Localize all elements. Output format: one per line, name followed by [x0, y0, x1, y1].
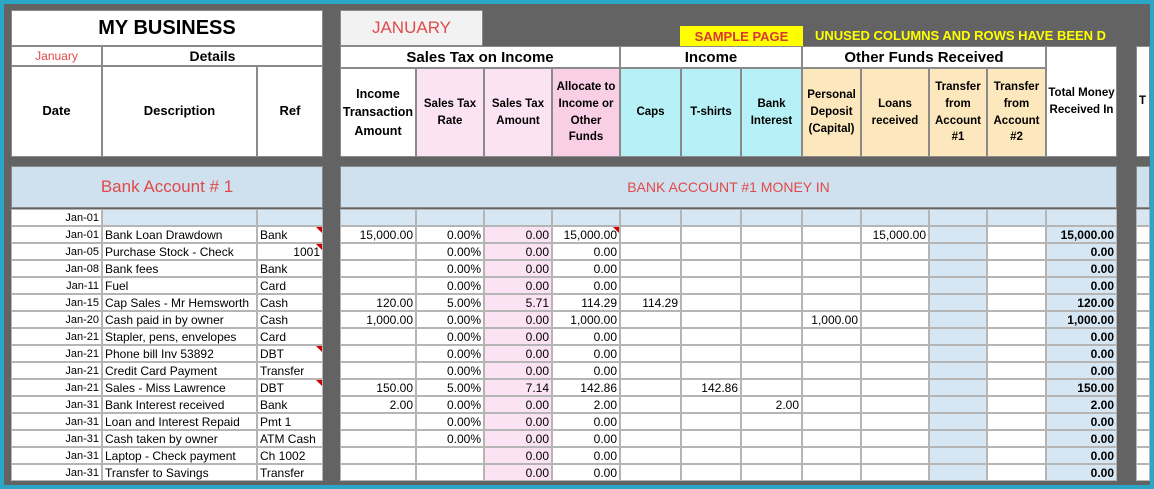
income-amount-cell[interactable] [340, 413, 416, 430]
tshirts-cell[interactable] [681, 362, 741, 379]
personal-deposit-cell[interactable] [802, 209, 861, 226]
transfer-1-cell[interactable] [929, 277, 987, 294]
personal-deposit-cell[interactable] [802, 430, 861, 447]
ref-header: Ref [257, 66, 323, 157]
tax-rate-cell[interactable]: 0.00% [416, 243, 484, 260]
comment-marker[interactable] [316, 227, 322, 233]
transfer-2-cell[interactable] [987, 260, 1046, 277]
caps-cell[interactable] [620, 379, 681, 396]
next-column-cell[interactable] [1136, 243, 1150, 260]
description-cell[interactable]: Laptop - Check payment [102, 447, 257, 464]
caps-cell[interactable] [620, 430, 681, 447]
ref-cell[interactable]: Cash [257, 294, 323, 311]
date-cell[interactable]: Jan-11 [11, 277, 102, 294]
loans-cell[interactable] [861, 413, 929, 430]
date-cell[interactable]: Jan-01 [11, 209, 102, 226]
next-column-cell[interactable] [1136, 430, 1150, 447]
tshirts-cell[interactable] [681, 328, 741, 345]
income-amount-cell[interactable] [340, 209, 416, 226]
other-funds-group-header: Other Funds Received [802, 46, 1046, 68]
income-amount-cell[interactable] [340, 430, 416, 447]
tax-amount-cell[interactable]: 0.00 [484, 464, 552, 481]
allocate-cell[interactable]: 0.00 [552, 430, 620, 447]
caps-cell[interactable] [620, 413, 681, 430]
next-section-cell [1136, 166, 1150, 208]
bank-interest-cell[interactable] [741, 328, 802, 345]
month-label-cell[interactable]: January [11, 46, 102, 66]
allocate-cell[interactable]: 1,000.00 [552, 311, 620, 328]
date-cell[interactable]: Jan-31 [11, 464, 102, 481]
allocate-cell[interactable]: 0.00 [552, 260, 620, 277]
tax-rate-cell[interactable] [416, 447, 484, 464]
description-cell[interactable]: Sales - Miss Lawrence [102, 379, 257, 396]
tax-rate-cell[interactable]: 0.00% [416, 413, 484, 430]
tax-rate-cell[interactable]: 0.00% [416, 396, 484, 413]
income-amount-cell[interactable] [340, 362, 416, 379]
transfer-2-cell[interactable] [987, 362, 1046, 379]
personal-deposit-cell[interactable] [802, 447, 861, 464]
tax-rate-cell[interactable]: 0.00% [416, 226, 484, 243]
description-cell[interactable]: Loan and Interest Repaid [102, 413, 257, 430]
bank-interest-cell[interactable] [741, 209, 802, 226]
transfer-1-cell[interactable] [929, 464, 987, 481]
ref-cell[interactable] [257, 209, 323, 226]
caps-cell[interactable]: 114.29 [620, 294, 681, 311]
personal-deposit-cell[interactable] [802, 396, 861, 413]
ref-cell[interactable]: Ch 1002 [257, 447, 323, 464]
ref-cell[interactable]: ATM Cash [257, 430, 323, 447]
transfer-1-cell[interactable] [929, 260, 987, 277]
total-cell[interactable]: 0.00 [1046, 260, 1117, 277]
loans-cell[interactable] [861, 447, 929, 464]
loans-cell[interactable] [861, 209, 929, 226]
personal-deposit-cell[interactable] [802, 294, 861, 311]
ref-cell[interactable]: Card [257, 277, 323, 294]
tax-rate-cell[interactable]: 0.00% [416, 328, 484, 345]
transfer-2-cell[interactable] [987, 430, 1046, 447]
transfer-2-cell[interactable] [987, 396, 1046, 413]
income-amount-cell[interactable] [340, 464, 416, 481]
spreadsheet [4, 4, 1150, 485]
tshirts-cell[interactable] [681, 209, 741, 226]
total-cell[interactable]: 0.00 [1046, 447, 1117, 464]
personal-deposit-cell[interactable] [802, 243, 861, 260]
ref-cell[interactable]: Bank [257, 396, 323, 413]
tshirts-cell[interactable] [681, 396, 741, 413]
allocate-cell[interactable]: 0.00 [552, 277, 620, 294]
bank-interest-cell[interactable] [741, 226, 802, 243]
tax-rate-cell[interactable] [416, 464, 484, 481]
description-cell[interactable]: Phone bill Inv 53892 [102, 345, 257, 362]
total-cell[interactable]: 15,000.00 [1046, 226, 1117, 243]
loans-cell[interactable]: 15,000.00 [861, 226, 929, 243]
income-amount-header: Income Transaction Amount [340, 68, 416, 157]
transfer-1-cell[interactable] [929, 413, 987, 430]
transfer-1-cell[interactable] [929, 345, 987, 362]
bank-interest-cell[interactable] [741, 311, 802, 328]
tax-amount-cell[interactable]: 0.00 [484, 260, 552, 277]
loans-cell[interactable] [861, 396, 929, 413]
caps-cell[interactable] [620, 277, 681, 294]
date-cell[interactable]: Jan-21 [11, 379, 102, 396]
description-cell[interactable]: Credit Card Payment [102, 362, 257, 379]
allocate-cell[interactable]: 0.00 [552, 243, 620, 260]
comment-marker[interactable] [316, 346, 322, 352]
personal-deposit-cell[interactable] [802, 464, 861, 481]
total-cell[interactable]: 0.00 [1046, 430, 1117, 447]
description-cell[interactable]: Bank fees [102, 260, 257, 277]
tax-rate-cell[interactable]: 5.00% [416, 294, 484, 311]
caps-cell[interactable] [620, 260, 681, 277]
tax-amount-cell[interactable]: 0.00 [484, 345, 552, 362]
caps-cell[interactable] [620, 209, 681, 226]
transfer-2-cell[interactable] [987, 447, 1046, 464]
next-column-cell[interactable] [1136, 226, 1150, 243]
tshirts-cell[interactable] [681, 447, 741, 464]
ref-cell[interactable]: Bank [257, 260, 323, 277]
caps-cell[interactable] [620, 464, 681, 481]
personal-deposit-cell[interactable] [802, 345, 861, 362]
tax-amount-cell[interactable]: 5.71 [484, 294, 552, 311]
next-column-cell[interactable] [1136, 413, 1150, 430]
tax-amount-cell[interactable]: 0.00 [484, 396, 552, 413]
next-column-cell[interactable] [1136, 379, 1150, 396]
income-amount-cell[interactable]: 2.00 [340, 396, 416, 413]
income-amount-cell[interactable] [340, 328, 416, 345]
tax-amount-cell[interactable]: 0.00 [484, 447, 552, 464]
tshirts-cell[interactable] [681, 430, 741, 447]
date-cell[interactable]: Jan-21 [11, 328, 102, 345]
description-cell[interactable]: Bank Interest received [102, 396, 257, 413]
bank-interest-cell[interactable] [741, 260, 802, 277]
personal-deposit-header: Personal Deposit (Capital) [802, 68, 861, 157]
tshirts-header: T-shirts [681, 68, 741, 157]
transfer-2-cell[interactable] [987, 345, 1046, 362]
tax-amount-cell[interactable]: 0.00 [484, 413, 552, 430]
loans-cell[interactable] [861, 345, 929, 362]
total-cell[interactable]: 2.00 [1046, 396, 1117, 413]
allocate-cell[interactable]: 142.86 [552, 379, 620, 396]
loans-cell[interactable] [861, 277, 929, 294]
ref-cell[interactable]: Transfer [257, 362, 323, 379]
tshirts-cell[interactable]: 142.86 [681, 379, 741, 396]
description-cell[interactable]: Purchase Stock - Check [102, 243, 257, 260]
allocate-cell[interactable]: 2.00 [552, 396, 620, 413]
total-cell[interactable]: 0.00 [1046, 277, 1117, 294]
ref-cell[interactable]: 1001 [257, 243, 323, 260]
bank-interest-cell[interactable] [741, 379, 802, 396]
tshirts-cell[interactable] [681, 413, 741, 430]
description-cell[interactable]: Cap Sales - Mr Hemsworth [102, 294, 257, 311]
unused-columns-notice: UNUSED COLUMNS AND ROWS HAVE BEEN D [815, 28, 1107, 43]
loans-cell[interactable] [861, 294, 929, 311]
income-amount-cell[interactable] [340, 277, 416, 294]
personal-deposit-cell[interactable] [802, 277, 861, 294]
allocate-cell[interactable]: 0.00 [552, 413, 620, 430]
transfer-1-header: Transfer from Account #1 [929, 68, 987, 157]
sales-tax-group-header: Sales Tax on Income [340, 46, 620, 68]
description-cell[interactable]: Transfer to Savings [102, 464, 257, 481]
income-amount-cell[interactable] [340, 260, 416, 277]
business-title[interactable]: MY BUSINESS [11, 10, 323, 46]
tax-amount-cell[interactable]: 0.00 [484, 328, 552, 345]
date-cell[interactable]: Jan-15 [11, 294, 102, 311]
transfer-1-cell[interactable] [929, 430, 987, 447]
transfer-2-header: Transfer from Account #2 [987, 68, 1046, 157]
allocate-cell[interactable]: 15,000.00 [552, 226, 620, 243]
allocate-header: Allocate to Income or Other Funds [552, 68, 620, 157]
bank-interest-cell[interactable] [741, 362, 802, 379]
transfer-2-cell[interactable] [987, 311, 1046, 328]
total-cell[interactable]: 0.00 [1046, 464, 1117, 481]
tshirts-cell[interactable] [681, 243, 741, 260]
next-column-cell[interactable] [1136, 328, 1150, 345]
transfer-1-cell[interactable] [929, 328, 987, 345]
transfer-2-cell[interactable] [987, 277, 1046, 294]
caps-cell[interactable] [620, 447, 681, 464]
caps-cell[interactable] [620, 345, 681, 362]
bank-interest-cell[interactable] [741, 447, 802, 464]
personal-deposit-cell[interactable] [802, 379, 861, 396]
transfer-2-cell[interactable] [987, 328, 1046, 345]
date-cell[interactable]: Jan-31 [11, 396, 102, 413]
total-cell[interactable] [1046, 209, 1117, 226]
income-amount-cell[interactable]: 120.00 [340, 294, 416, 311]
transfer-1-cell[interactable] [929, 396, 987, 413]
total-cell[interactable]: 0.00 [1046, 243, 1117, 260]
tax-amount-cell[interactable]: 0.00 [484, 277, 552, 294]
date-cell[interactable]: Jan-31 [11, 430, 102, 447]
date-cell[interactable]: Jan-20 [11, 311, 102, 328]
tax-rate-cell[interactable]: 0.00% [416, 277, 484, 294]
tshirts-cell[interactable] [681, 345, 741, 362]
bank-interest-cell[interactable]: 2.00 [741, 396, 802, 413]
ref-cell[interactable]: Transfer [257, 464, 323, 481]
next-column-header: T [1136, 46, 1150, 157]
allocate-cell[interactable]: 0.00 [552, 328, 620, 345]
allocate-cell[interactable]: 0.00 [552, 464, 620, 481]
sample-page-label: SAMPLE PAGE [680, 26, 803, 46]
loans-cell[interactable] [861, 260, 929, 277]
personal-deposit-cell[interactable] [802, 260, 861, 277]
tax-rate-cell[interactable]: 0.00% [416, 362, 484, 379]
description-cell[interactable]: Fuel [102, 277, 257, 294]
transfer-2-cell[interactable] [987, 209, 1046, 226]
total-cell[interactable]: 150.00 [1046, 379, 1117, 396]
caps-cell[interactable] [620, 243, 681, 260]
description-header: Description [102, 66, 257, 157]
bank-interest-cell[interactable] [741, 294, 802, 311]
total-money-header: Total Money Received In [1046, 46, 1117, 157]
transfer-1-cell[interactable] [929, 226, 987, 243]
transfer-2-cell[interactable] [987, 294, 1046, 311]
description-cell[interactable]: Cash paid in by owner [102, 311, 257, 328]
transfer-2-cell[interactable] [987, 226, 1046, 243]
date-cell[interactable]: Jan-31 [11, 447, 102, 464]
ref-cell[interactable]: Bank [257, 226, 323, 243]
transfer-1-cell[interactable] [929, 311, 987, 328]
tax-rate-header: Sales Tax Rate [416, 68, 484, 157]
tax-rate-cell[interactable]: 5.00% [416, 379, 484, 396]
date-cell[interactable]: Jan-31 [11, 413, 102, 430]
tax-rate-cell[interactable] [416, 209, 484, 226]
personal-deposit-cell[interactable] [802, 362, 861, 379]
next-column-cell[interactable] [1136, 464, 1150, 481]
tax-rate-cell[interactable]: 0.00% [416, 311, 484, 328]
next-column-cell[interactable] [1136, 294, 1150, 311]
next-column-cell[interactable] [1136, 345, 1150, 362]
tax-amount-cell[interactable]: 0.00 [484, 226, 552, 243]
allocate-cell[interactable]: 114.29 [552, 294, 620, 311]
transfer-1-cell[interactable] [929, 379, 987, 396]
personal-deposit-cell[interactable]: 1,000.00 [802, 311, 861, 328]
details-header: Details [102, 46, 323, 66]
description-cell[interactable]: Bank Loan Drawdown [102, 226, 257, 243]
tax-amount-cell[interactable]: 0.00 [484, 362, 552, 379]
date-cell[interactable]: Jan-01 [11, 226, 102, 243]
transfer-2-cell[interactable] [987, 379, 1046, 396]
next-column-cell[interactable] [1136, 447, 1150, 464]
transfer-2-cell[interactable] [987, 243, 1046, 260]
bank-account-label: Bank Account # 1 [11, 166, 323, 208]
bank-interest-cell[interactable] [741, 430, 802, 447]
ref-cell[interactable]: DBT [257, 345, 323, 362]
description-cell[interactable] [102, 209, 257, 226]
date-cell[interactable]: Jan-08 [11, 260, 102, 277]
personal-deposit-cell[interactable] [802, 226, 861, 243]
caps-cell[interactable] [620, 328, 681, 345]
tax-amount-cell[interactable]: 0.00 [484, 243, 552, 260]
ref-cell[interactable]: Cash [257, 311, 323, 328]
loans-header: Loans received [861, 68, 929, 157]
transfer-1-cell[interactable] [929, 243, 987, 260]
date-cell[interactable]: Jan-21 [11, 345, 102, 362]
next-column-cell[interactable] [1136, 209, 1150, 226]
income-amount-cell[interactable]: 15,000.00 [340, 226, 416, 243]
tax-amount-cell[interactable]: 7.14 [484, 379, 552, 396]
tshirts-cell[interactable] [681, 311, 741, 328]
loans-cell[interactable] [861, 362, 929, 379]
tax-amount-cell[interactable]: 0.00 [484, 430, 552, 447]
tax-rate-cell[interactable]: 0.00% [416, 345, 484, 362]
allocate-cell[interactable]: 0.00 [552, 447, 620, 464]
personal-deposit-cell[interactable] [802, 413, 861, 430]
tshirts-cell[interactable] [681, 277, 741, 294]
date-header: Date [11, 66, 102, 157]
ref-cell[interactable]: DBT [257, 379, 323, 396]
loans-cell[interactable] [861, 243, 929, 260]
allocate-cell[interactable] [552, 209, 620, 226]
transfer-1-cell[interactable] [929, 294, 987, 311]
ref-cell[interactable]: Card [257, 328, 323, 345]
date-cell[interactable]: Jan-21 [11, 362, 102, 379]
ref-cell[interactable]: Pmt 1 [257, 413, 323, 430]
tax-amount-cell[interactable] [484, 209, 552, 226]
tshirts-cell[interactable] [681, 260, 741, 277]
bank-interest-cell[interactable] [741, 345, 802, 362]
next-column-cell[interactable] [1136, 311, 1150, 328]
income-amount-cell[interactable] [340, 447, 416, 464]
bank-interest-cell[interactable] [741, 413, 802, 430]
tax-rate-cell[interactable]: 0.00% [416, 260, 484, 277]
month-title[interactable]: JANUARY [340, 10, 483, 46]
allocate-cell[interactable]: 0.00 [552, 362, 620, 379]
loans-cell[interactable] [861, 328, 929, 345]
transfer-1-cell[interactable] [929, 209, 987, 226]
transfer-2-cell[interactable] [987, 413, 1046, 430]
income-amount-cell[interactable] [340, 345, 416, 362]
loans-cell[interactable] [861, 379, 929, 396]
personal-deposit-cell[interactable] [802, 328, 861, 345]
transfer-2-cell[interactable] [987, 464, 1046, 481]
caps-cell[interactable] [620, 362, 681, 379]
transfer-1-cell[interactable] [929, 447, 987, 464]
date-cell[interactable]: Jan-05 [11, 243, 102, 260]
tshirts-cell[interactable] [681, 464, 741, 481]
total-cell[interactable]: 0.00 [1046, 413, 1117, 430]
allocate-cell[interactable]: 0.00 [552, 345, 620, 362]
bank-interest-header: Bank Interest [741, 68, 802, 157]
tshirts-cell[interactable] [681, 226, 741, 243]
tax-amount-cell[interactable]: 0.00 [484, 311, 552, 328]
total-cell[interactable]: 0.00 [1046, 328, 1117, 345]
total-cell[interactable]: 0.00 [1046, 362, 1117, 379]
next-column-cell[interactable] [1136, 396, 1150, 413]
income-amount-cell[interactable]: 150.00 [340, 379, 416, 396]
income-amount-cell[interactable]: 1,000.00 [340, 311, 416, 328]
caps-header: Caps [620, 68, 681, 157]
next-column-cell[interactable] [1136, 260, 1150, 277]
loans-cell[interactable] [861, 311, 929, 328]
income-amount-cell[interactable] [340, 243, 416, 260]
comment-marker[interactable] [316, 380, 322, 386]
comment-marker[interactable] [613, 227, 619, 233]
income-group-header: Income [620, 46, 802, 68]
next-column-cell[interactable] [1136, 362, 1150, 379]
tax-amount-header: Sales Tax Amount [484, 68, 552, 157]
bank-interest-cell[interactable] [741, 464, 802, 481]
tax-rate-cell[interactable]: 0.00% [416, 430, 484, 447]
total-cell[interactable]: 0.00 [1046, 345, 1117, 362]
comment-marker[interactable] [316, 244, 322, 250]
loans-cell[interactable] [861, 430, 929, 447]
money-in-section-label: BANK ACCOUNT #1 MONEY IN [340, 166, 1117, 208]
bank-interest-cell[interactable] [741, 277, 802, 294]
tshirts-cell[interactable] [681, 294, 741, 311]
total-cell[interactable]: 1,000.00 [1046, 311, 1117, 328]
caps-cell[interactable] [620, 226, 681, 243]
total-cell[interactable]: 120.00 [1046, 294, 1117, 311]
transfer-1-cell[interactable] [929, 362, 987, 379]
loans-cell[interactable] [861, 464, 929, 481]
description-cell[interactable]: Cash taken by owner [102, 430, 257, 447]
caps-cell[interactable] [620, 311, 681, 328]
next-column-cell[interactable] [1136, 277, 1150, 294]
caps-cell[interactable] [620, 396, 681, 413]
bank-interest-cell[interactable] [741, 243, 802, 260]
description-cell[interactable]: Stapler, pens, envelopes [102, 328, 257, 345]
